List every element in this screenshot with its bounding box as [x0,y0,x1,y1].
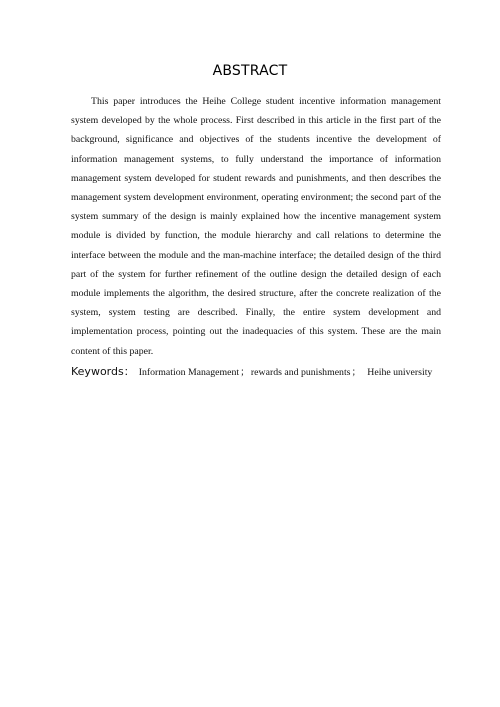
keyword-item: rewards and punishments [250,367,351,378]
keyword-item: Information Management [138,367,240,378]
abstract-body: This paper introduces the Heihe College student incentive information management system developed by the whole process. First described in this article in the first part of the background, significance and objectives of the students incentive the development of information management systems, to fully understand the importance of information management system developed for student rewards and punishments, and then describes the management system development environment, operating environment; the second part of the system summary of the design is mainly explained how the incentive management system module is divided by function, the module hierarchy and call relations to determine the interface between the module and the man-machine interface; the detailed design of the third part of the system for further refinement of the outline design the detailed design of each module implements the algorithm, the desired structure, after the concrete realization of the system, system testing are described. Finally, the entire system development and implementation process, pointing out the inadequacies of this system. These are the main content of this paper. [71,96,441,357]
abstract-title: ABSTRACT [212,63,288,79]
keyword-separator: ； [240,367,250,378]
keywords-values [139,367,433,378]
keywords-label: Keywords： [71,365,135,378]
keywords-line [71,362,451,380]
keyword-separator: ； [351,367,362,378]
keyword-item: Heihe university [367,367,433,378]
